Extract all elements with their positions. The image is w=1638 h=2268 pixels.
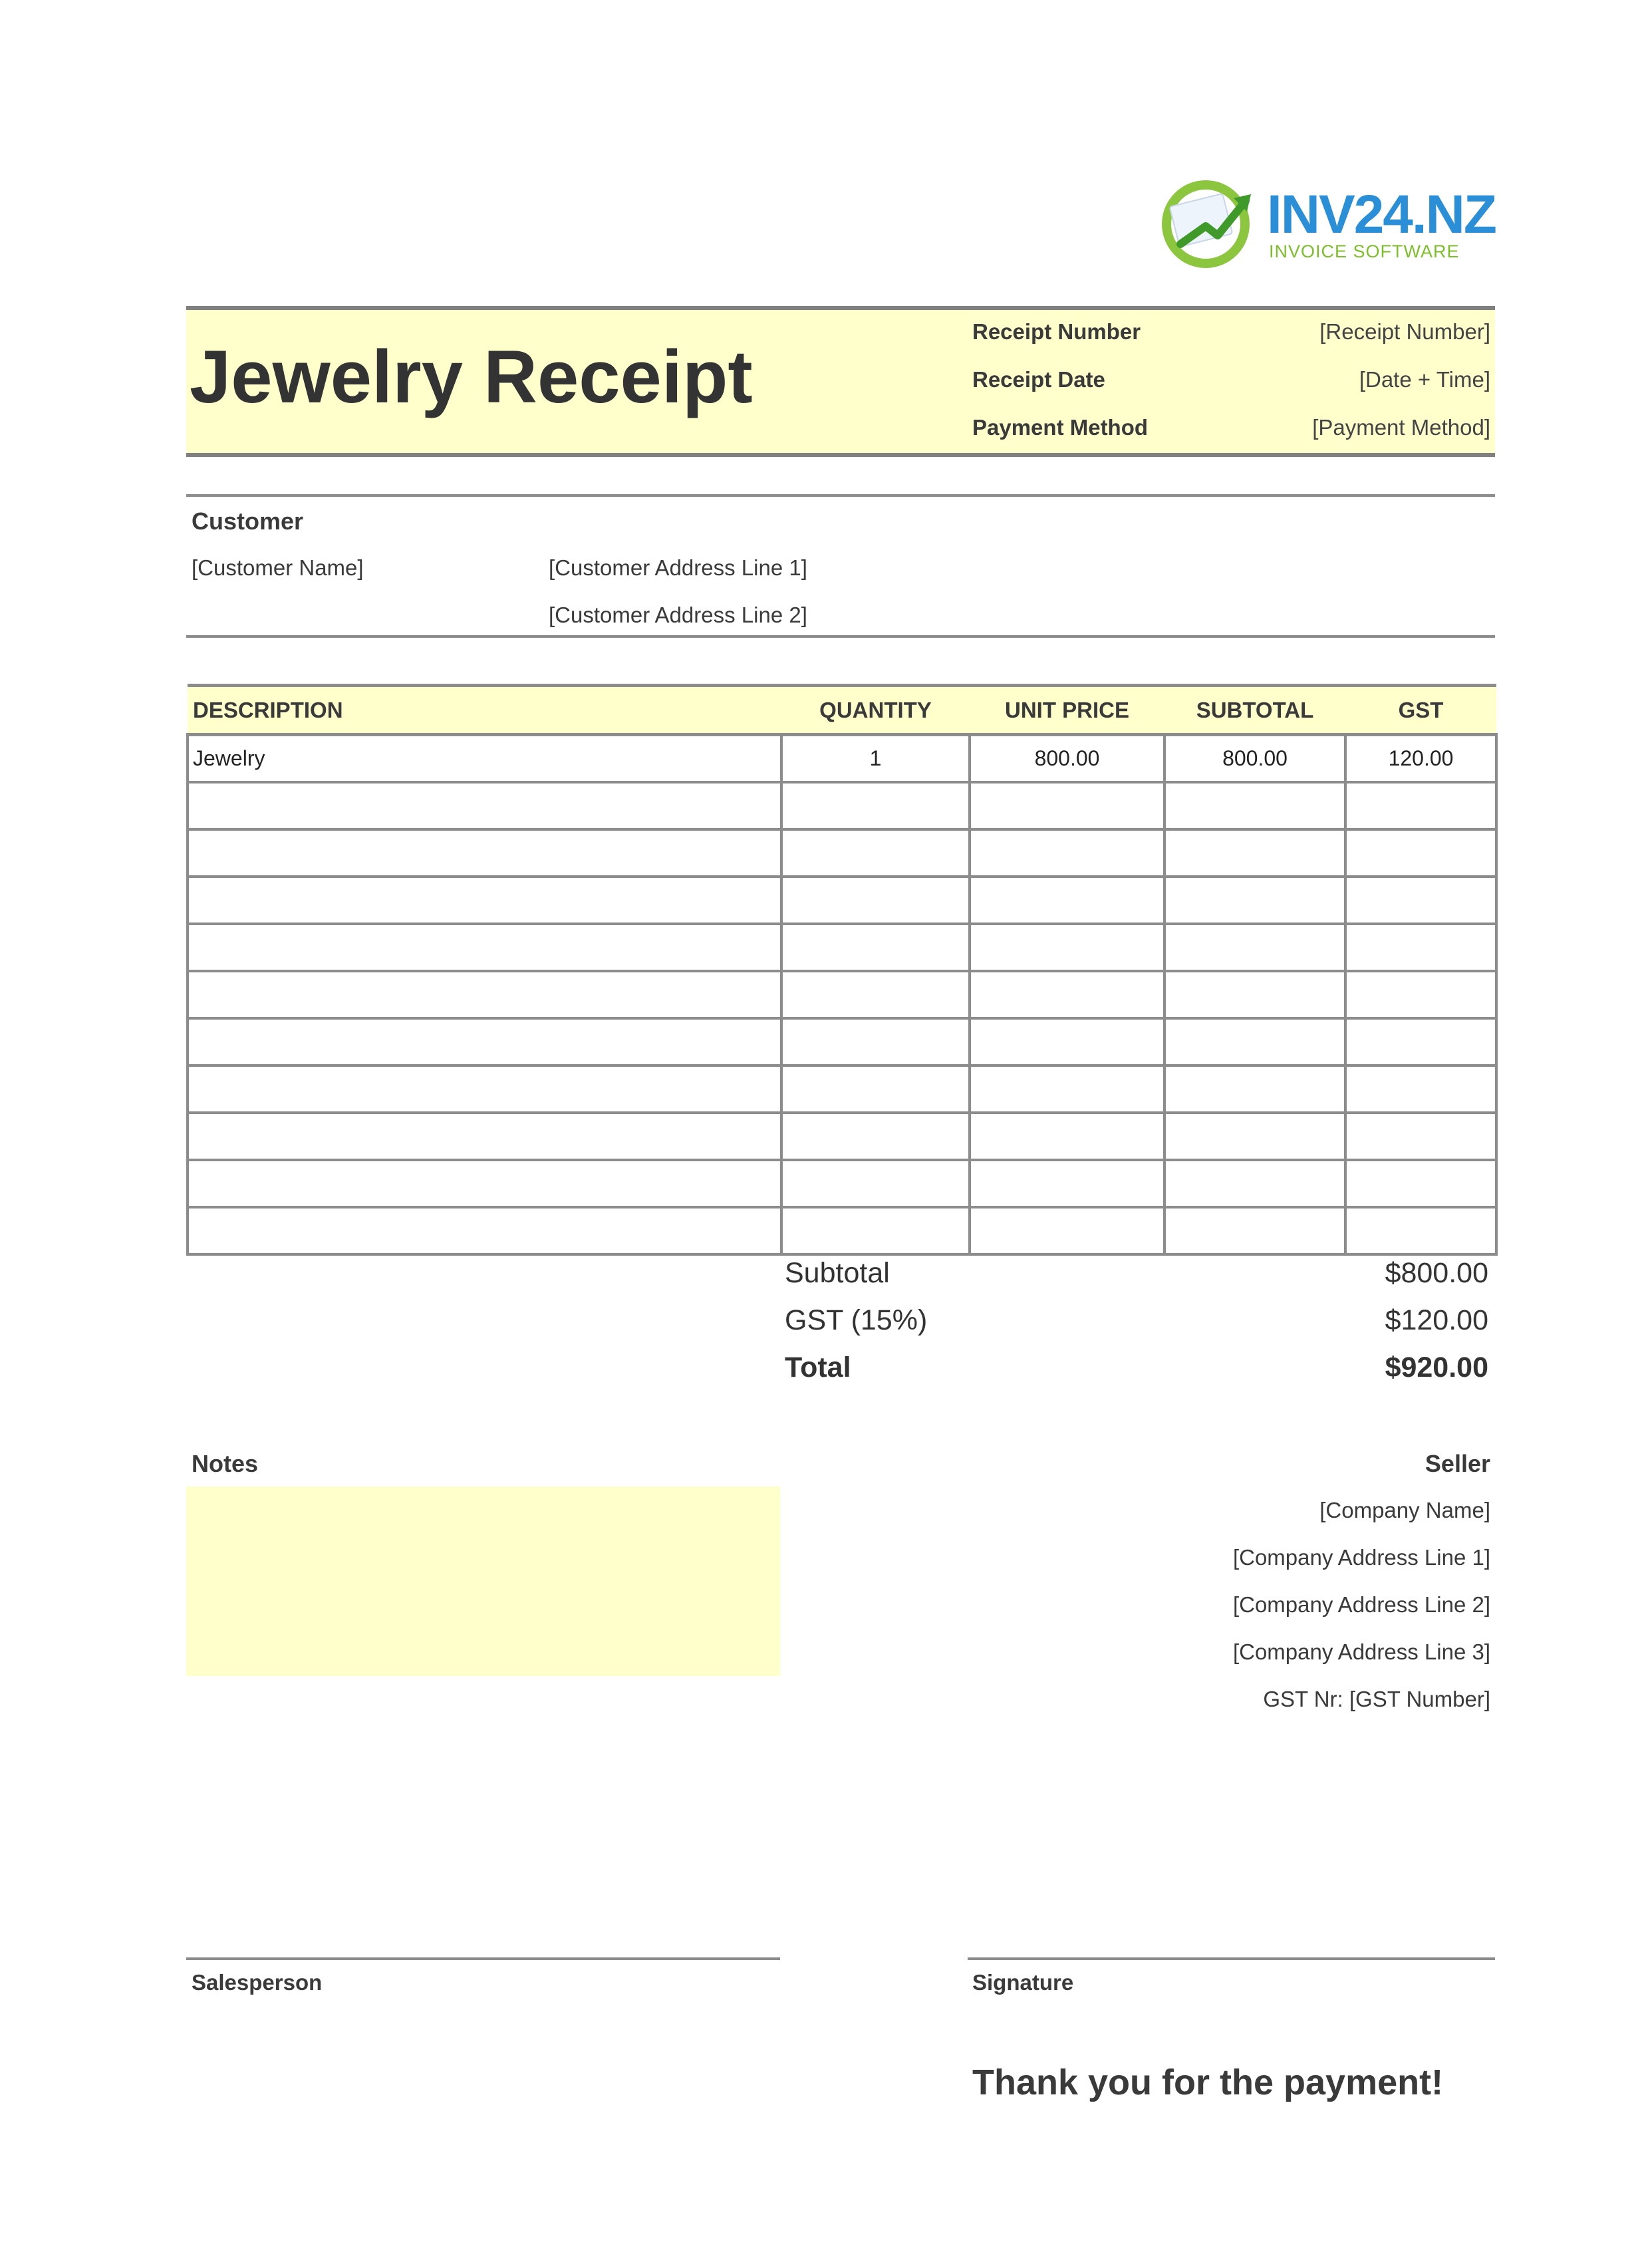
cell-gst[interactable] xyxy=(1345,924,1496,971)
customer-heading: Customer xyxy=(192,507,304,535)
cell-gst[interactable] xyxy=(1345,1113,1496,1160)
cell-quantity[interactable] xyxy=(781,1113,970,1160)
thank-you-message: Thank you for the payment! xyxy=(972,2062,1444,2102)
cell-unit-price[interactable] xyxy=(970,877,1164,924)
cell-description[interactable] xyxy=(188,924,781,971)
cell-gst[interactable] xyxy=(1345,782,1496,829)
cell-description[interactable] xyxy=(188,829,781,877)
cell-description[interactable] xyxy=(188,1065,781,1113)
seller-address-line-3: [Company Address Line 3] xyxy=(1232,1639,1490,1664)
cell-subtotal[interactable] xyxy=(1164,782,1345,829)
column-header-description: DESCRIPTION xyxy=(188,686,781,735)
logo-tagline: INVOICE SOFTWARE xyxy=(1269,241,1460,261)
seller-heading: Seller xyxy=(1425,1450,1490,1477)
cell-quantity[interactable] xyxy=(781,971,970,1018)
cell-subtotal[interactable] xyxy=(1164,1160,1345,1207)
items-table xyxy=(186,684,1498,1256)
customer-bottom-rule xyxy=(186,635,1495,638)
cell-quantity[interactable] xyxy=(781,1018,970,1065)
cell-quantity[interactable] xyxy=(781,1207,970,1254)
table-row xyxy=(188,1018,1496,1065)
cell-quantity[interactable] xyxy=(781,1160,970,1207)
seller-gst-number: GST Nr: [GST Number] xyxy=(1263,1687,1490,1711)
total-value: $920.00 xyxy=(1385,1351,1488,1383)
receipt-number-label: Receipt Number xyxy=(972,319,1141,344)
cell-subtotal[interactable] xyxy=(1164,1207,1345,1254)
logo-icon xyxy=(1154,174,1267,274)
subtotal-label: Subtotal xyxy=(785,1257,890,1289)
table-row xyxy=(188,877,1496,924)
cell-unit-price[interactable] xyxy=(970,1207,1164,1254)
cell-description[interactable] xyxy=(188,782,781,829)
notes-heading: Notes xyxy=(192,1450,259,1477)
subtotal-value: $800.00 xyxy=(1385,1257,1488,1289)
cell-unit-price[interactable] xyxy=(970,924,1164,971)
cell-unit-price[interactable] xyxy=(970,971,1164,1018)
gst-label: GST (15%) xyxy=(785,1304,928,1336)
cell-description[interactable] xyxy=(188,1113,781,1160)
seller-company-name: [Company Name] xyxy=(1319,1498,1490,1522)
column-header-gst: GST xyxy=(1345,686,1496,735)
cell-quantity[interactable] xyxy=(781,829,970,877)
table-row xyxy=(188,735,1496,783)
cell-description[interactable] xyxy=(188,1018,781,1065)
signature-line xyxy=(968,1957,1495,1960)
cell-subtotal[interactable] xyxy=(1164,1065,1345,1113)
cell-gst[interactable] xyxy=(1345,1018,1496,1065)
cell-gst[interactable] xyxy=(1345,877,1496,924)
notes-box[interactable] xyxy=(186,1487,780,1676)
total-label: Total xyxy=(785,1351,851,1383)
customer-name: [Customer Name] xyxy=(192,555,364,580)
cell-unit-price[interactable] xyxy=(970,829,1164,877)
cell-quantity[interactable] xyxy=(781,924,970,971)
cell-subtotal[interactable] xyxy=(1164,877,1345,924)
cell-unit-price[interactable] xyxy=(970,1065,1164,1113)
receipt-date-value: [Date + Time] xyxy=(1359,367,1490,392)
table-row xyxy=(188,1207,1496,1254)
cell-gst[interactable] xyxy=(1345,1065,1496,1113)
receipt-date-label: Receipt Date xyxy=(972,367,1105,392)
customer-address-line-2: [Customer Address Line 2] xyxy=(549,603,807,627)
table-row xyxy=(188,829,1496,877)
cell-gst[interactable] xyxy=(1345,971,1496,1018)
cell-subtotal[interactable] xyxy=(1164,1113,1345,1160)
cell-subtotal[interactable] xyxy=(1164,924,1345,971)
seller-address-line-1: [Company Address Line 1] xyxy=(1232,1545,1490,1570)
table-row xyxy=(188,1113,1496,1160)
cell-gst[interactable] xyxy=(1345,1160,1496,1207)
cell-gst[interactable] xyxy=(1345,829,1496,877)
customer-top-rule xyxy=(186,494,1495,497)
seller-address-line-2: [Company Address Line 2] xyxy=(1232,1592,1490,1617)
cell-gst[interactable]: 120.00 xyxy=(1345,735,1496,783)
table-header-row xyxy=(188,686,1496,735)
salesperson-label: Salesperson xyxy=(192,1970,323,1995)
cell-description[interactable] xyxy=(188,877,781,924)
cell-unit-price[interactable] xyxy=(970,1160,1164,1207)
cell-description[interactable] xyxy=(188,1207,781,1254)
salesperson-line xyxy=(186,1957,780,1960)
cell-unit-price[interactable] xyxy=(970,1018,1164,1065)
table-row xyxy=(188,782,1496,829)
customer-address-line-1: [Customer Address Line 1] xyxy=(549,555,807,580)
cell-subtotal[interactable] xyxy=(1164,971,1345,1018)
cell-unit-price[interactable] xyxy=(970,782,1164,829)
cell-description[interactable] xyxy=(188,971,781,1018)
cell-quantity[interactable] xyxy=(781,1065,970,1113)
receipt-number-value: [Receipt Number] xyxy=(1319,319,1490,344)
logo-brand-text: INV24.NZ xyxy=(1267,184,1496,245)
gst-value: $120.00 xyxy=(1385,1304,1488,1336)
cell-subtotal[interactable] xyxy=(1164,1018,1345,1065)
column-header-subtotal: SUBTOTAL xyxy=(1164,686,1345,735)
table-row xyxy=(188,1160,1496,1207)
cell-quantity[interactable] xyxy=(781,877,970,924)
page-title: Jewelry Receipt xyxy=(190,335,753,418)
cell-quantity[interactable] xyxy=(781,782,970,829)
table-row xyxy=(188,924,1496,971)
cell-subtotal[interactable] xyxy=(1164,829,1345,877)
cell-description[interactable] xyxy=(188,1160,781,1207)
cell-subtotal[interactable]: 800.00 xyxy=(1164,735,1345,783)
table-row xyxy=(188,1065,1496,1113)
cell-unit-price[interactable]: 800.00 xyxy=(970,735,1164,783)
column-header-unit-price: UNIT PRICE xyxy=(970,686,1164,735)
table-row xyxy=(188,971,1496,1018)
cell-gst[interactable] xyxy=(1345,1207,1496,1254)
payment-method-value: [Payment Method] xyxy=(1312,415,1490,440)
payment-method-label: Payment Method xyxy=(972,415,1149,440)
cell-description[interactable]: Jewelry xyxy=(188,735,781,783)
cell-quantity[interactable]: 1 xyxy=(781,735,970,783)
items-table-container xyxy=(186,684,1495,1256)
cell-unit-price[interactable] xyxy=(970,1113,1164,1160)
signature-label: Signature xyxy=(972,1970,1074,1995)
column-header-quantity: QUANTITY xyxy=(781,686,970,735)
